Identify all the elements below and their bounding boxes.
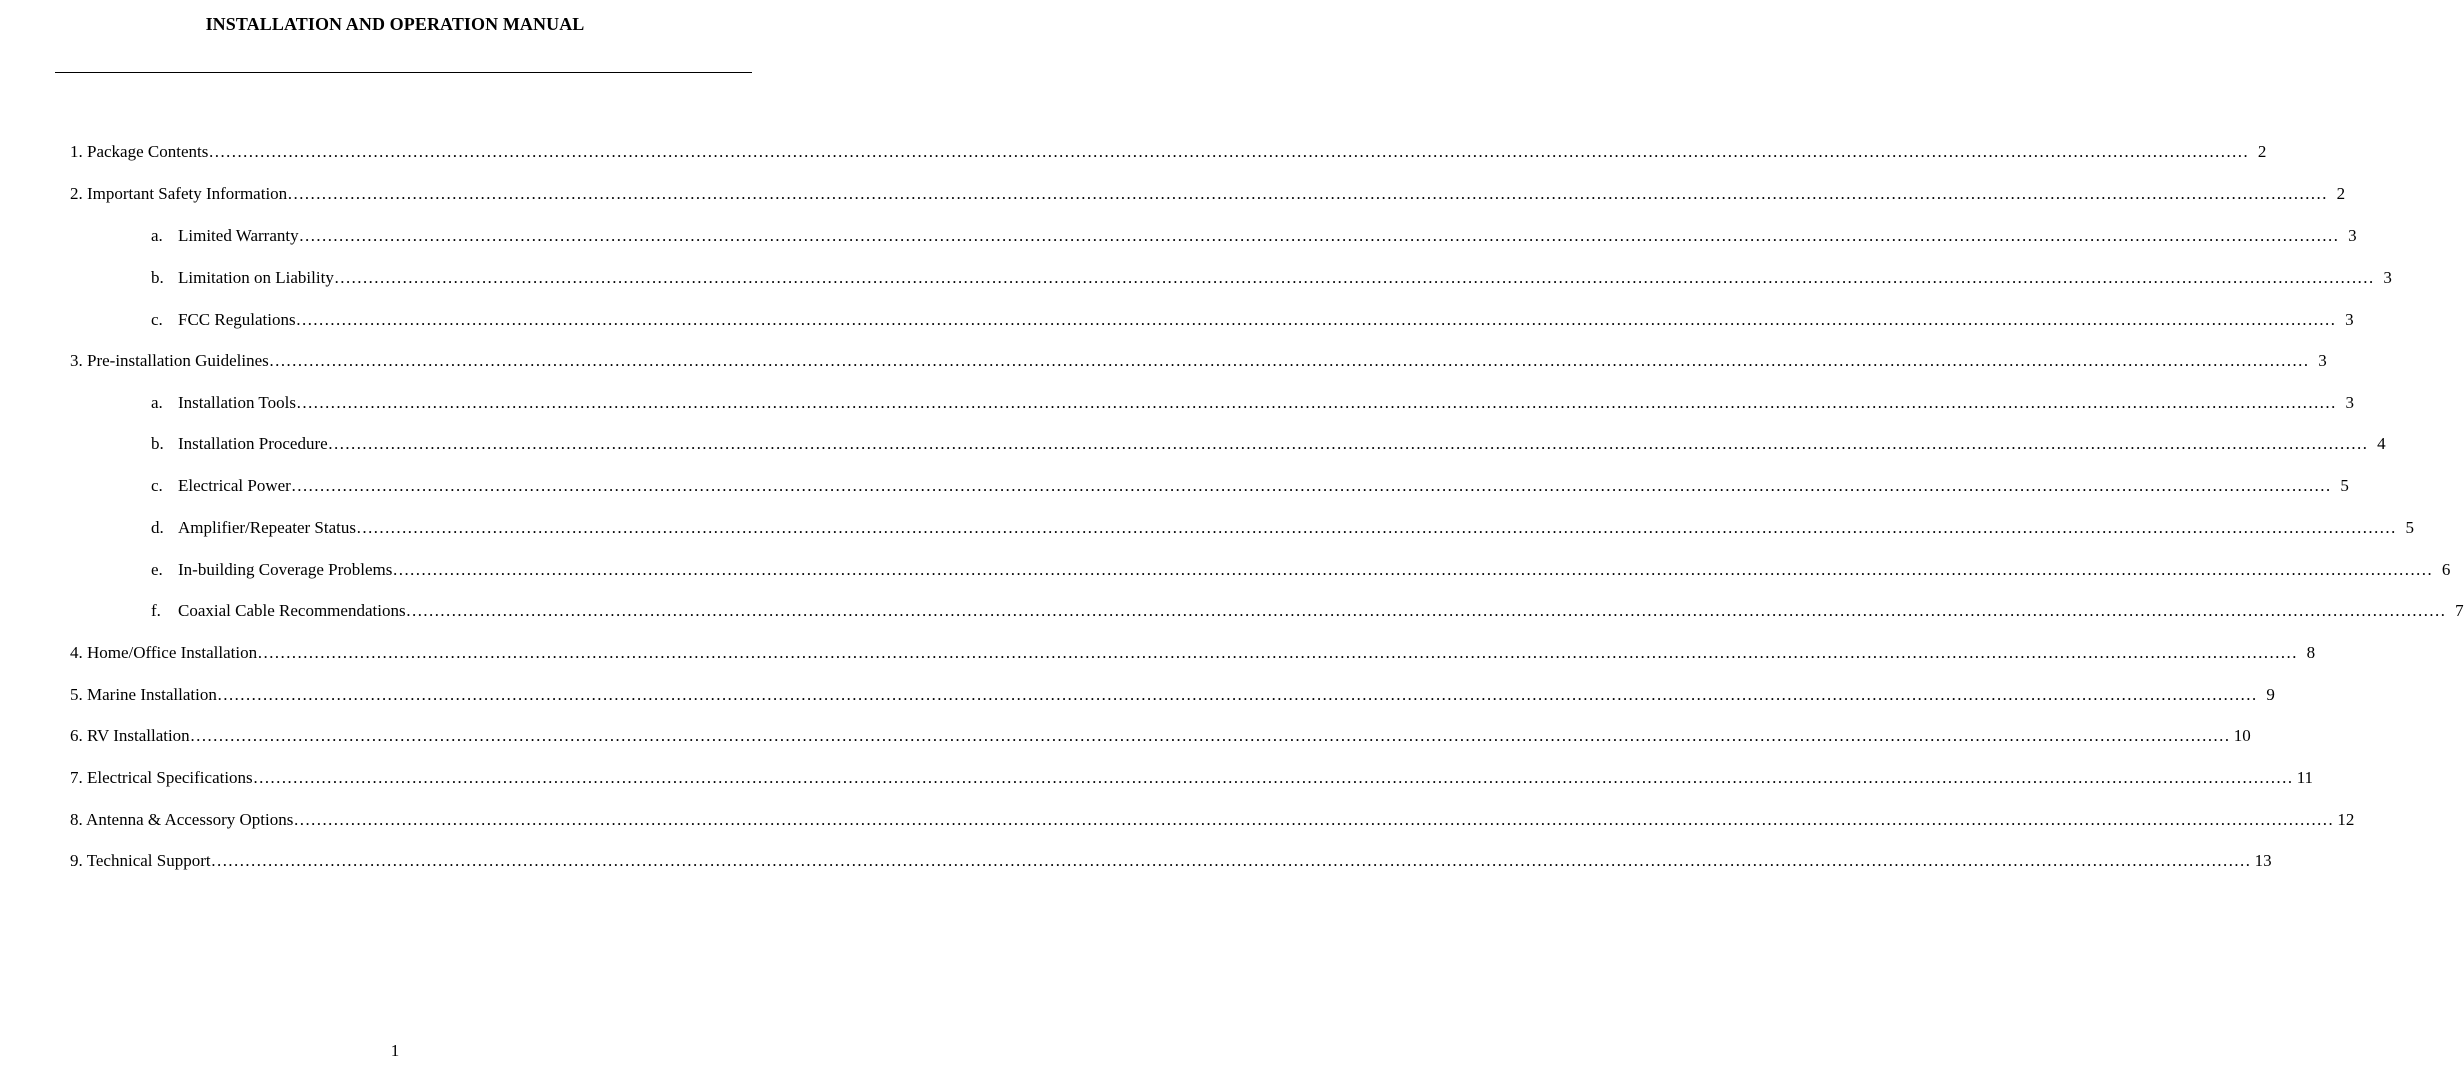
toc-subentry [151,599,2464,623]
toc-leader: ……………………………………………………………………………………………………………………………………………………………………………………………………………………………………………………………………………………………………………………………… [392,560,2433,579]
toc-entry-label: Limitation on Liability [178,268,334,287]
toc-subentry-letter: a. [151,226,163,245]
toc-entry [70,641,2316,665]
toc-entry-label: Limited Warranty [178,226,299,245]
toc-entry [70,849,2272,873]
toc-entry-page: 3 [2348,226,2357,245]
document-title: INSTALLATION AND OPERATION MANUAL [205,14,585,34]
toc-entry-page: 10 [2233,726,2251,745]
toc-leader: ……………………………………………………………………………………………………………………………………………………………………………………………………………………………………………………………………………………………………………………………… [293,810,2334,829]
toc-entry-label: Coaxial Cable Recommendations [178,601,406,620]
toc-subentry [151,391,2354,415]
toc-leader: ……………………………………………………………………………………………………………………………………………………………………………………………………………………………………………………………………………………………………………………………… [295,310,2336,329]
toc-leader: ……………………………………………………………………………………………………………………………………………………………………………………………………………………………………………………………………………………………………………………………… [405,601,2446,620]
toc-subentry-letter: d. [151,518,164,537]
toc-entry-label: 9. Technical Support [70,851,211,870]
toc-entry-page: 3 [2383,268,2392,287]
toc-entry-page: 9 [2266,685,2275,704]
toc-entry [70,808,2355,832]
toc-entry-page: 13 [2254,851,2272,870]
toc-entry [70,766,2314,790]
toc-subentry-letter: b. [151,434,164,453]
toc-subentry [151,308,2354,332]
toc-subentry [151,558,2451,582]
toc-leader: ……………………………………………………………………………………………………………………………………………………………………………………………………………………………………………………………………………………………………………………………… [216,685,2257,704]
toc-entry-label: 5. Marine Installation [70,685,217,704]
toc-subentry [151,474,2349,498]
toc-subentry [151,516,2414,540]
toc-entry [70,724,2251,748]
toc-leader: ……………………………………………………………………………………………………………………………………………………………………………………………………………………………………………………………………………………………………………………………… [298,226,2339,245]
toc-entry-label: Electrical Power [178,476,291,495]
toc-entry-label: Installation Tools [178,393,296,412]
toc-leader: ……………………………………………………………………………………………………………………………………………………………………………………………………………………………………………………………………………………………………………………………… [287,184,2328,203]
toc-entry-label: 6. RV Installation [70,726,190,745]
toc-entry-page: 5 [2340,476,2349,495]
toc-entry-page: 2 [2336,184,2346,203]
toc-entry-label: 3. Pre-installation Guidelines [70,351,269,370]
toc-entry [70,683,2275,707]
toc-leader: ……………………………………………………………………………………………………………………………………………………………………………………………………………………………………………………………………………………………………………………………… [355,518,2396,537]
toc-entry-page: 11 [2296,768,2314,787]
toc-entry-label: 1. Package Contents [70,142,209,161]
toc-entry-page: 8 [2306,643,2316,662]
toc-leader: ……………………………………………………………………………………………………………………………………………………………………………………………………………………………………………………………………………………………………………………………… [189,726,2230,745]
toc-entry-page: 7 [2455,601,2464,620]
toc-entry-page: 2 [2257,142,2267,161]
toc-leader: ……………………………………………………………………………………………………………………………………………………………………………………………………………………………………………………………………………………………………………………………… [327,434,2368,453]
toc-entry-label: FCC Regulations [178,310,296,329]
toc-subentry-letter: e. [151,560,163,579]
toc-entry-page: 6 [2441,560,2451,579]
toc-subentry [151,266,2392,290]
toc-leader: ……………………………………………………………………………………………………………………………………………………………………………………………………………………………………………………………………………………………………………………………… [208,142,2249,161]
toc-entry-page: 12 [2337,810,2355,829]
toc-entry-page: 5 [2405,518,2414,537]
toc-entry-label: 8. Antenna & Accessory Options [70,810,294,829]
toc-entry [70,182,2346,206]
toc-subentry-letter: c. [151,476,163,495]
page-number: 1 [390,1041,400,1060]
toc-entry-label: Amplifier/Repeater Status [178,518,356,537]
toc-subentry [151,432,2386,456]
toc-entry-label: Installation Procedure [178,434,328,453]
toc-entry [70,349,2327,373]
toc-entry-page: 3 [2345,310,2354,329]
toc-entry-page: 4 [2377,434,2386,453]
toc-subentry-letter: c. [151,310,163,329]
toc-leader: ……………………………………………………………………………………………………………………………………………………………………………………………………………………………………………………………………………………………………………………………… [333,268,2374,287]
toc-leader: ……………………………………………………………………………………………………………………………………………………………………………………………………………………………………………………………………………………………………………………………… [295,393,2336,412]
toc-subentry-letter: a. [151,393,163,412]
toc-entry-label: 7. Electrical Specifications [70,768,253,787]
toc-entry-page: 3 [2318,351,2327,370]
title-divider [55,72,752,73]
toc-leader: ……………………………………………………………………………………………………………………………………………………………………………………………………………………………………………………………………………………………………………………………… [257,643,2298,662]
toc-subentry [151,224,2357,248]
toc-subentry-letter: f. [151,601,161,620]
toc-leader: ……………………………………………………………………………………………………………………………………………………………………………………………………………………………………………………………………………………………………………………………… [268,351,2309,370]
toc-entry [70,140,2267,164]
toc-subentry-letter: b. [151,268,164,287]
toc-entry-label: 2. Important Safety Information [70,184,288,203]
toc-entry-label: 4. Home/Office Installation [70,643,258,662]
toc-entry-label: In-building Coverage Problems [178,560,393,579]
toc-entry-page: 3 [2345,393,2354,412]
toc-leader: ……………………………………………………………………………………………………………………………………………………………………………………………………………………………………………………………………………………………………………………………… [252,768,2293,787]
toc-leader: ……………………………………………………………………………………………………………………………………………………………………………………………………………………………………………………………………………………………………………………………… [290,476,2331,495]
toc-leader: ……………………………………………………………………………………………………………………………………………………………………………………………………………………………………………………………………………………………………………………………… [210,851,2251,870]
